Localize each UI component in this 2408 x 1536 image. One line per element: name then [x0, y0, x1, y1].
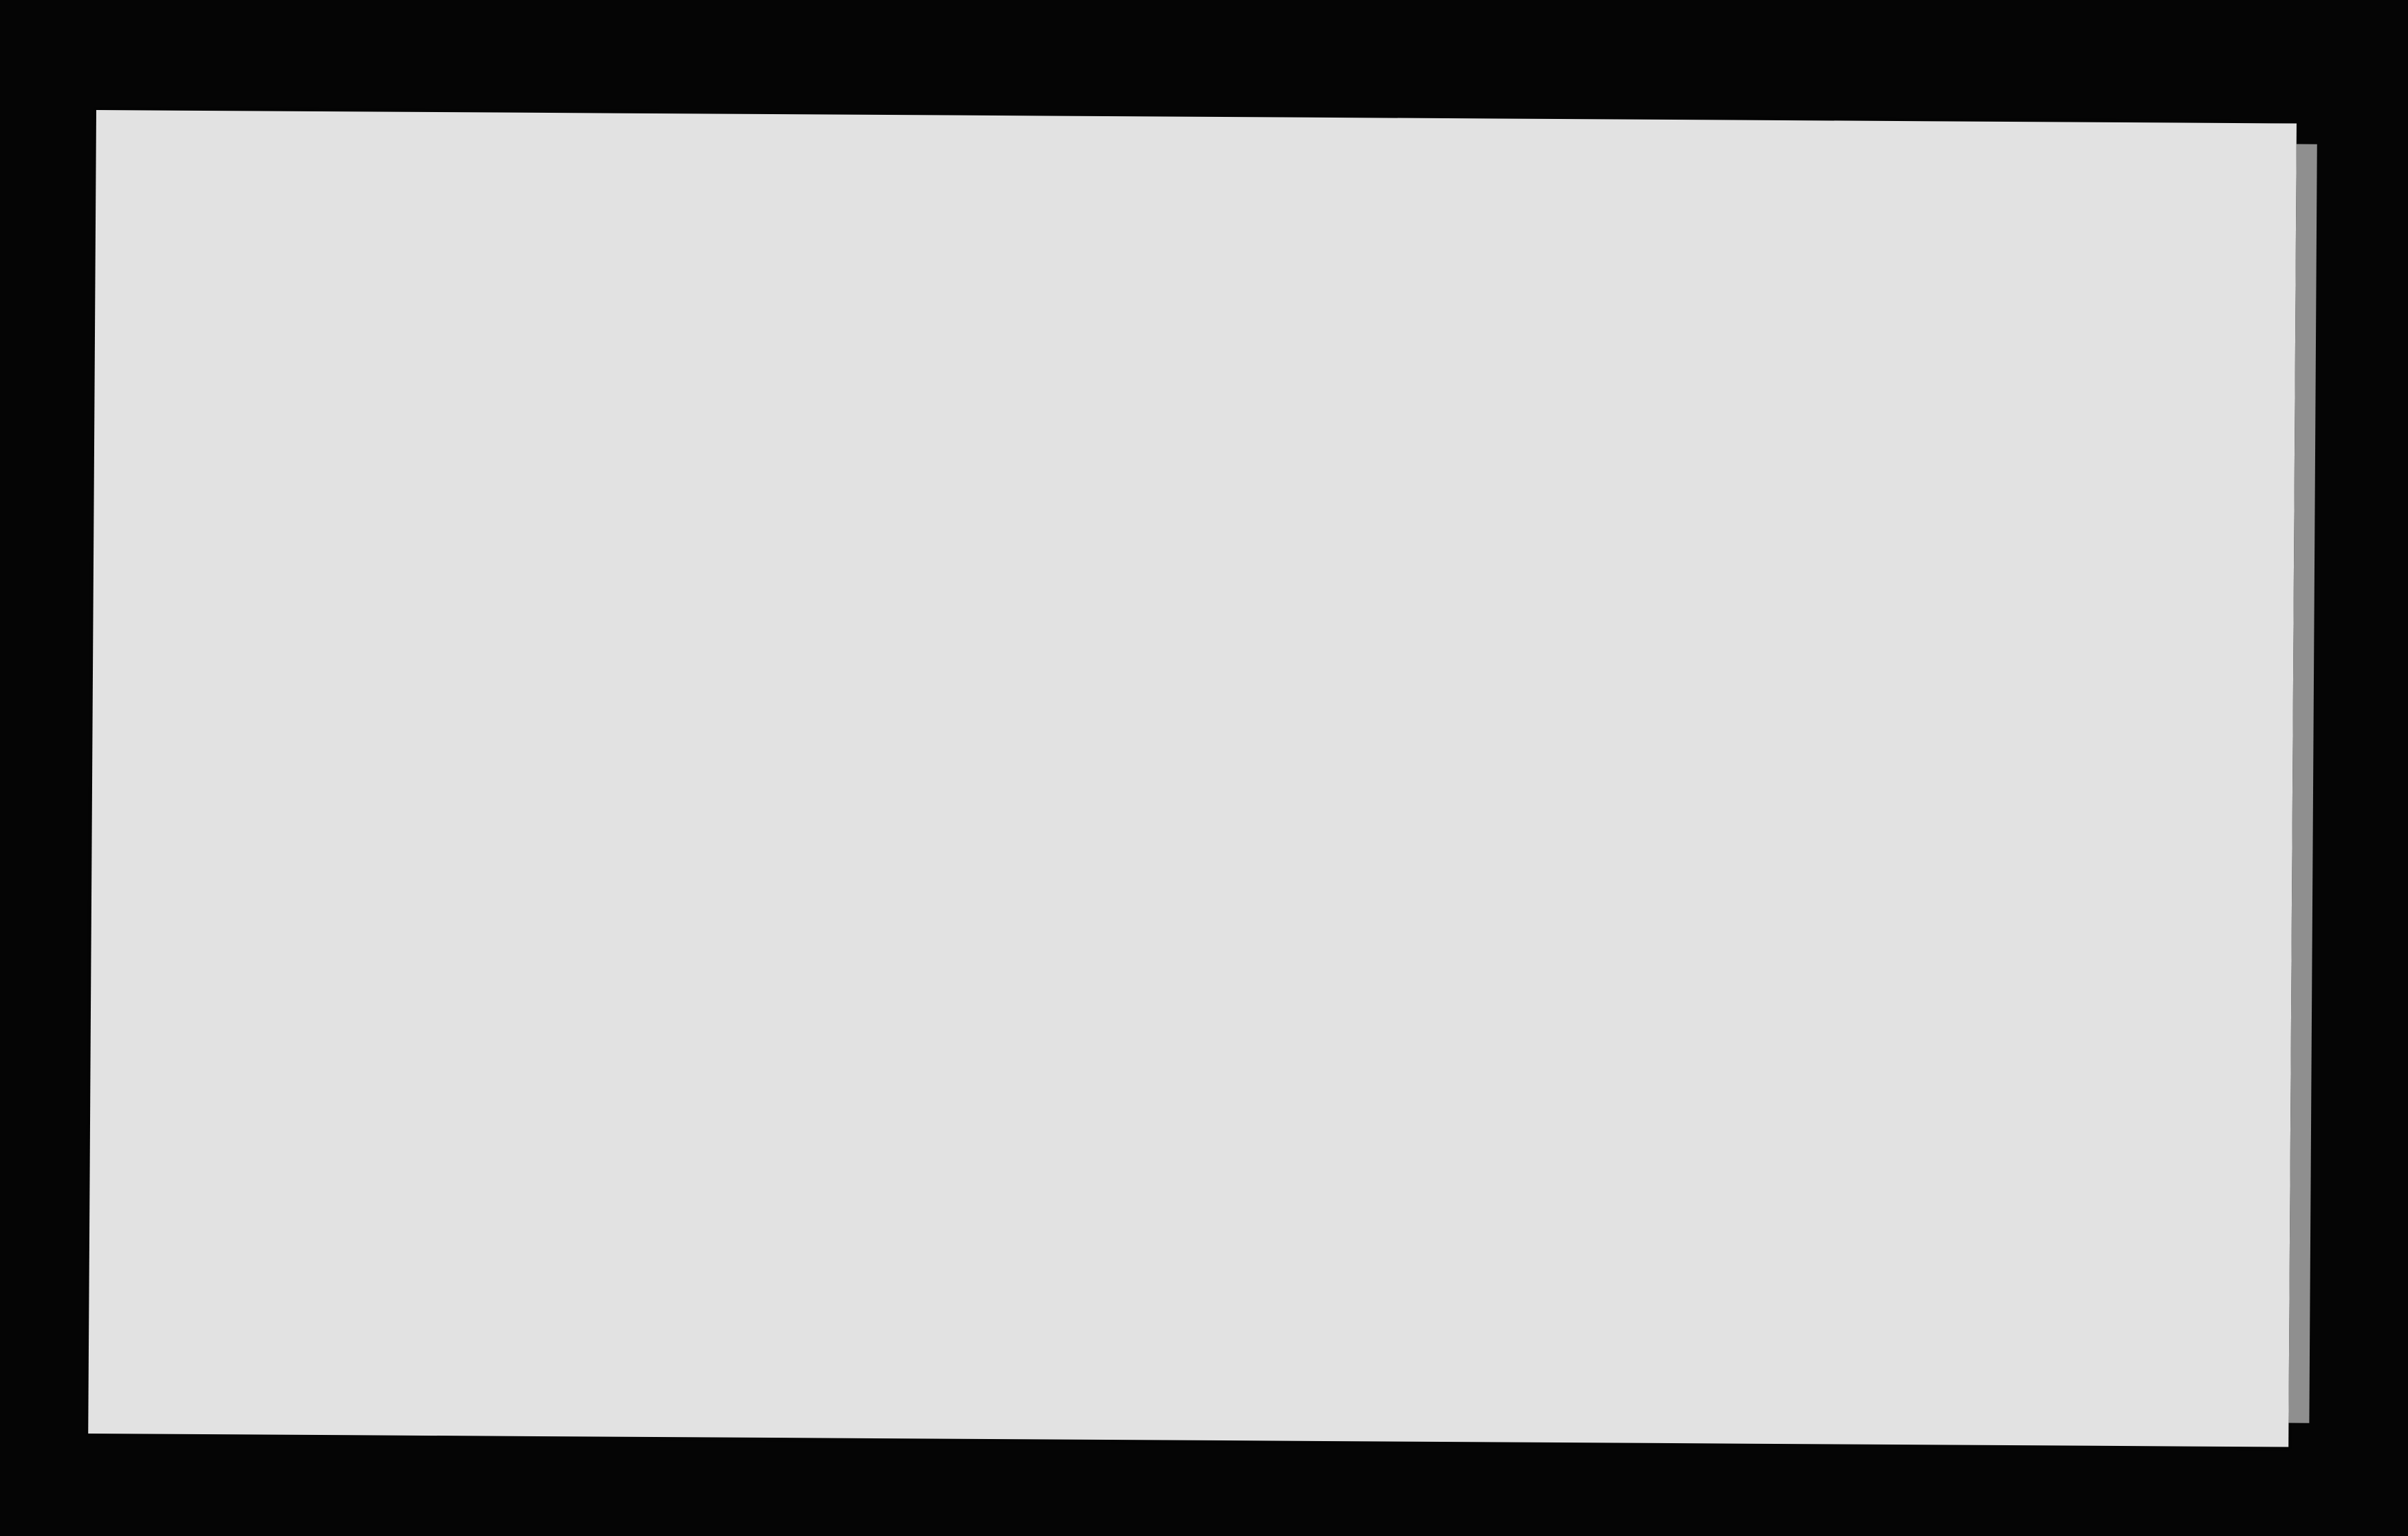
paper-edge: [2288, 144, 2317, 1423]
middle-section: [96, 110, 2297, 124]
top-crops-table: [96, 110, 2297, 124]
census-card: [88, 110, 2297, 1447]
arenda-table: [96, 110, 2297, 124]
